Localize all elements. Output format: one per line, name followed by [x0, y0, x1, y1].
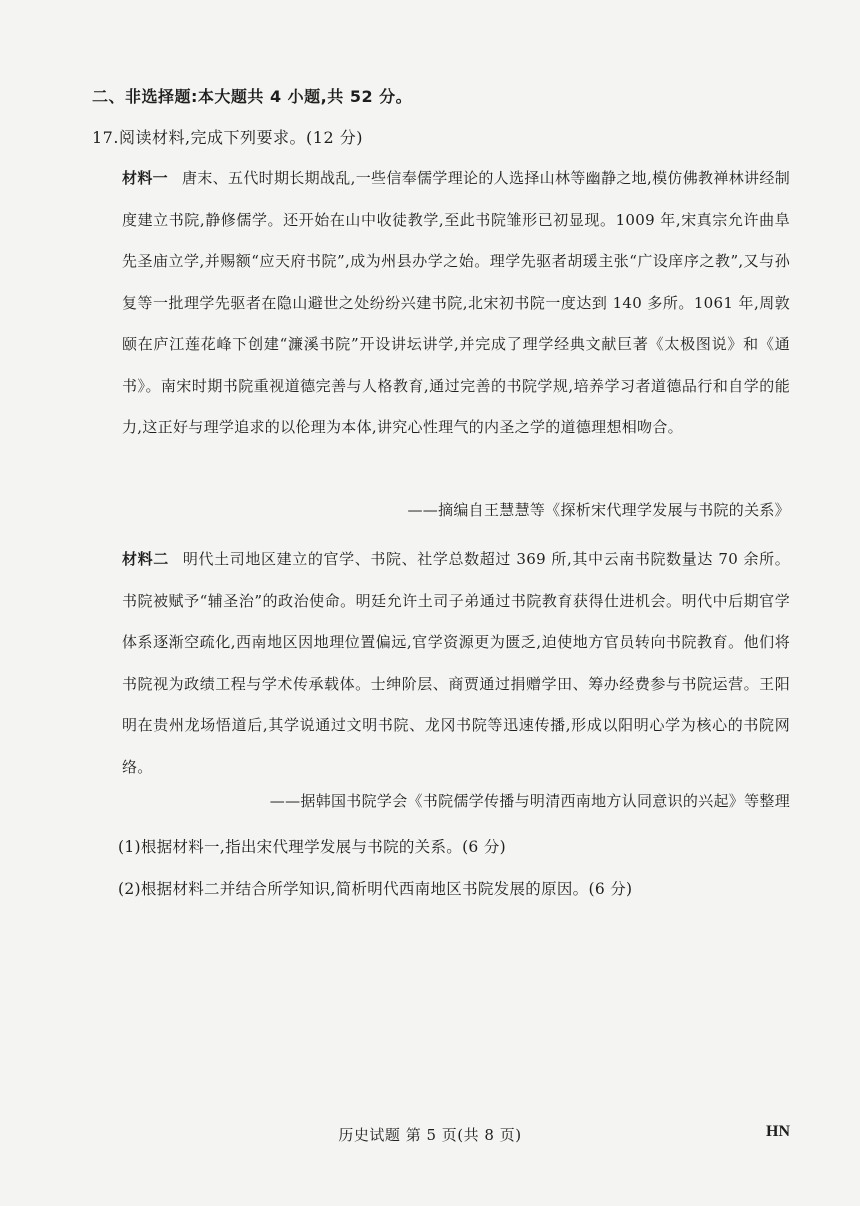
material-1-paragraph [122, 158, 790, 449]
page-footer: 历史试题 第 5 页(共 8 页) [338, 1126, 522, 1144]
material-2-label: 材料二 [122, 550, 169, 568]
material-1-source: ——摘编自王慧慧等《探析宋代理学发展与书院的关系》 [407, 501, 790, 519]
material-2-source: ——据韩国书院学会《书院儒学传播与明清西南地方认同意识的兴起》等整理 [269, 792, 790, 810]
material-2-paragraph [122, 539, 790, 788]
section-title: 二、非选择题:本大题共 4 小题,共 52 分。 [92, 87, 413, 106]
sub-question-2: (2)根据材料二并结合所学知识,简析明代西南地区书院发展的原因。(6 分) [118, 880, 633, 898]
question-title: 17.阅读材料,完成下列要求。(12 分) [92, 128, 363, 147]
sub-question-1: (1)根据材料一,指出宋代理学发展与书院的关系。(6 分) [118, 838, 506, 856]
footer-code: HN [766, 1123, 790, 1140]
material-2-text: 明代土司地区建立的官学、书院、社学总数超过 369 所,其中云南书院数量达 70 余所。书院被赋予“辅圣治”的政治使命。明廷允许土司子弟通过书院教育获得仕进机会。明代中后期官学体系逐渐空疏化,西南地区因地理位置偏远,官学资源更为匮乏,迫使地方官员转向书院教育。他们将书院视为政绩工程与学术传承载体。士绅阶层、商贾通过捐赠学田、筹办经费参与书院运营。王阳明在贵州龙场悟道后,其学说通过文明书院、龙冈书院等迅速传播,形成以阳明心学为核心的书院网络。 [122, 550, 791, 776]
material-1-text: 唐末、五代时期长期战乱,一些信奉儒学理论的人选择山林等幽静之地,模仿佛教禅林讲经制度建立书院,静修儒学。还开始在山中收徒教学,至此书院雏形已初显现。1009 年,宋真宗允许曲阜先圣庙立学,并赐额“应天府书院”,成为州县办学之始。理学先驱者胡瑗主张“广设庠序之教”,又与孙复等一批理学先驱者在隐山避世之处纷纷兴建书院,北宋初书院一度达到 140 多所。1061 年,周敦颐在庐江莲花峰下创建“濂溪书院”开设讲坛讲学,并完成了理学经典文献巨著《太极图说》和《通书》。南宋时期书院重视道德完善与人格教育,通过完善的书院学规,培养学习者道德品行和自学的能力,这正好与理学追求的以伦理为本体,讲究心性理气的内圣之学的道德理想相吻合。 [122, 169, 791, 436]
material-1-label: 材料一 [122, 169, 168, 187]
